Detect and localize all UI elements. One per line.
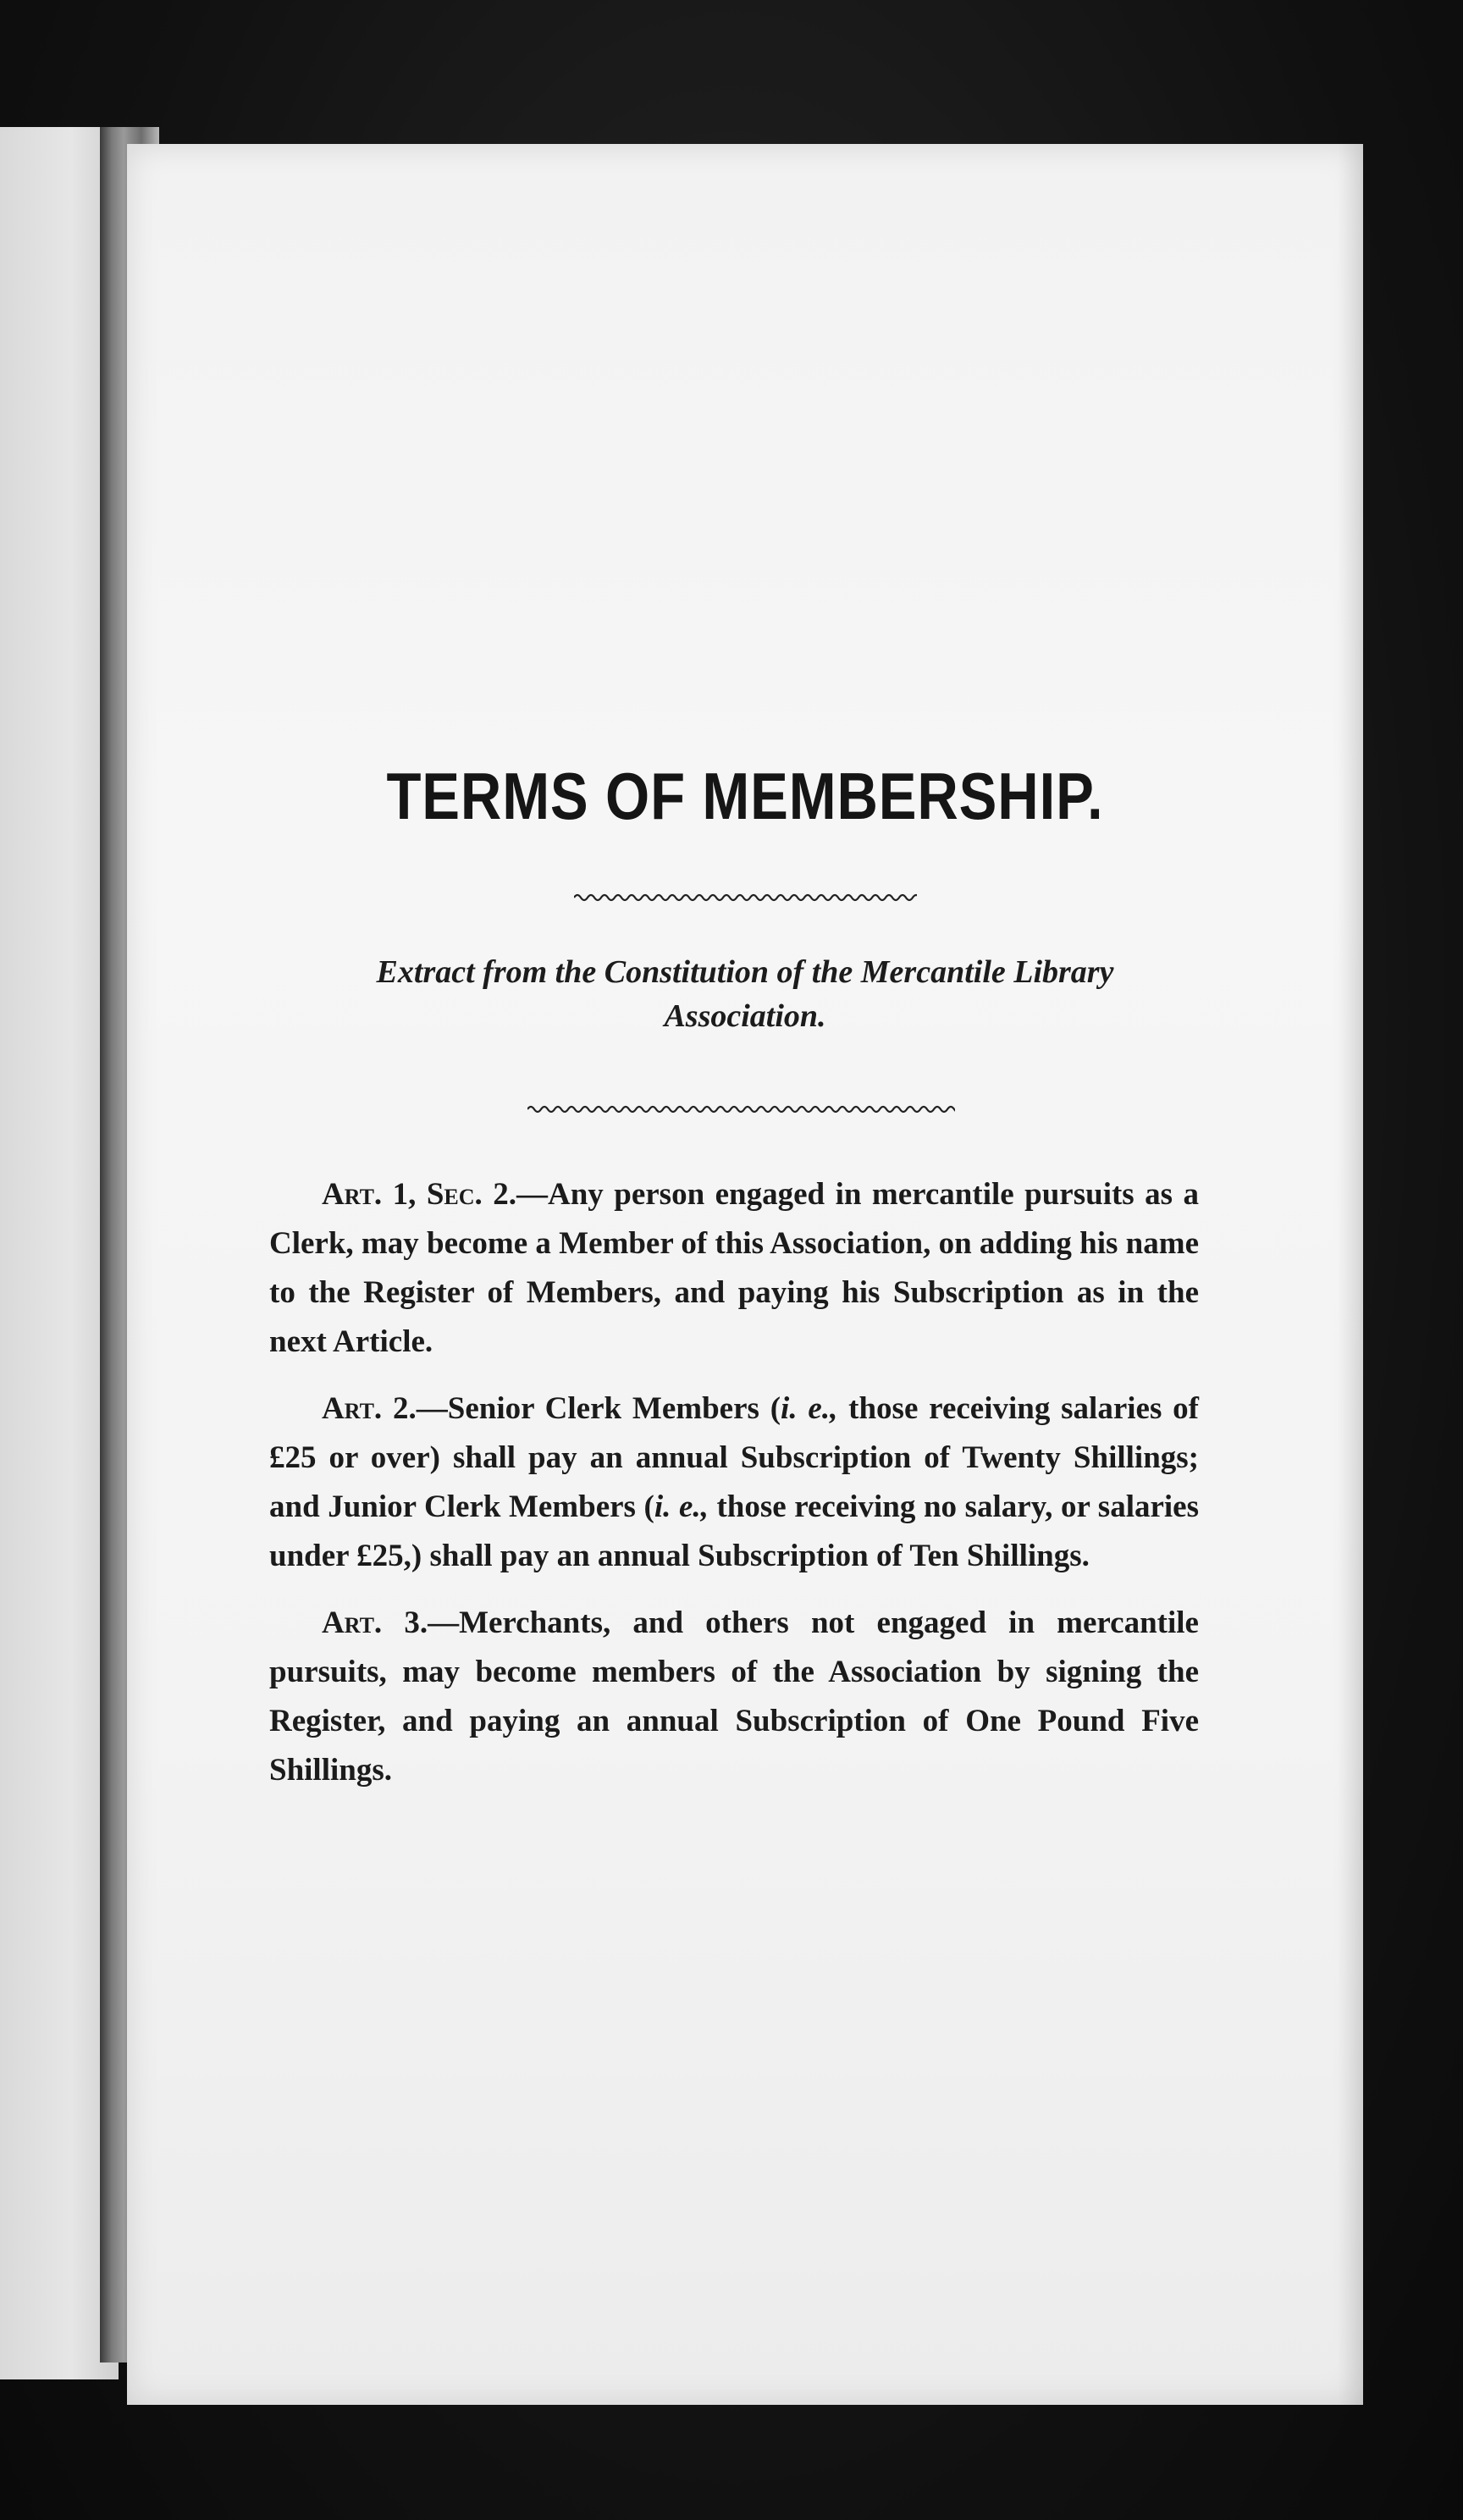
article-abbrev: i. e., bbox=[654, 1489, 709, 1524]
extract-line-2: Association. bbox=[664, 998, 826, 1034]
article-2 bbox=[269, 1384, 1199, 1581]
article-text: —Merchants, and others not engaged in mercantile pursuits, may become members of the Association by signing the Register, and paying an annual Subscription of One Pound Five Shillings. bbox=[269, 1605, 1199, 1788]
article-text: —Senior Clerk Members ( bbox=[416, 1391, 781, 1426]
article-text: —Any person engaged in mercantile pursuits as a Clerk, may become a Member of this Association, on adding his name to the Register of Members, and paying his Subscription as in the next Article. bbox=[269, 1177, 1200, 1359]
article-label: Art. 1, Sec. 2. bbox=[322, 1177, 516, 1212]
article-label: Art. 2. bbox=[322, 1391, 417, 1426]
page-title: TERMS OF MEMBERSHIP. bbox=[386, 759, 1104, 833]
page-edge-shadow bbox=[1338, 144, 1363, 2405]
extract-heading bbox=[288, 950, 1202, 1038]
articles-section bbox=[269, 1170, 1199, 1813]
article-abbrev: i. e., bbox=[781, 1391, 838, 1426]
article-1 bbox=[269, 1170, 1199, 1367]
article-text: those receiving no salary, or salaries under £25,) shall pay an annual Subscription of Ten Shillings. bbox=[269, 1489, 1199, 1573]
extract-line-1: Extract from the Constitution of the Mercantile Library bbox=[376, 954, 1114, 990]
wavy-rule-divider bbox=[574, 889, 917, 906]
article-text: those receiving salaries of £25 or over) shall pay an annual Subscription of Twenty Shillings; and Junior Clerk Members ( bbox=[269, 1391, 1200, 1524]
article-3 bbox=[269, 1599, 1199, 1795]
wavy-rule-divider bbox=[527, 1101, 955, 1118]
article-label: Art. 3. bbox=[322, 1605, 428, 1640]
